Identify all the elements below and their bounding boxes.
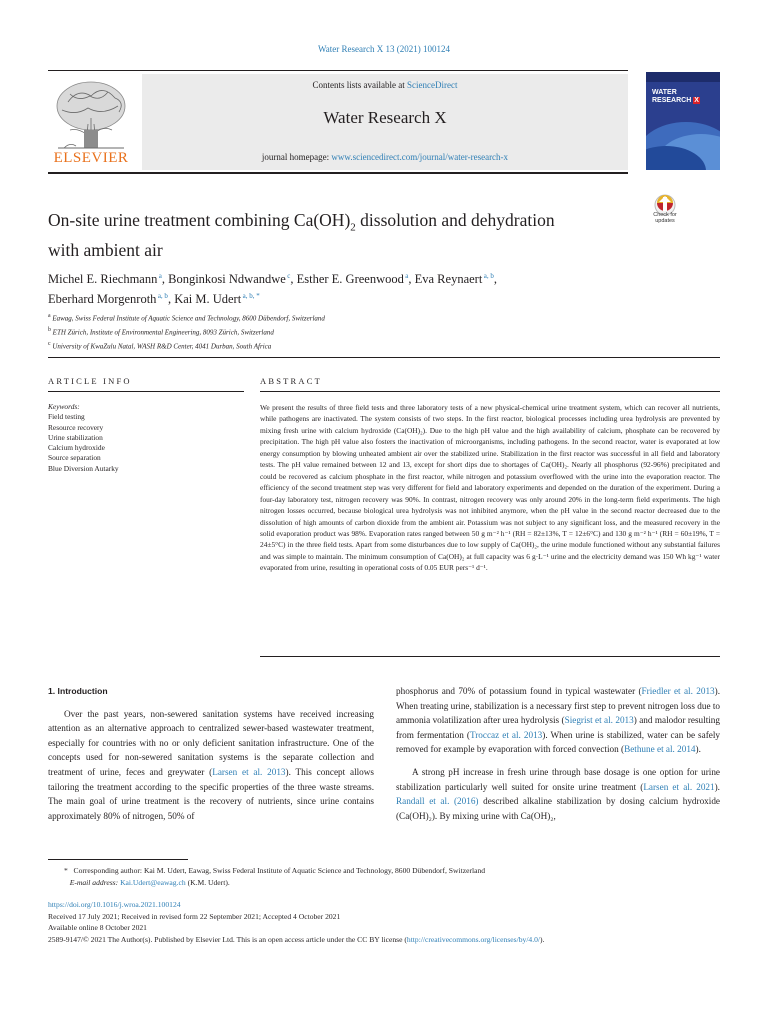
author-list: Michel E. Riechmann $^a$, Bonginkosi Ndwandwe $^c$, Esther E. Greenwood $^a$, Eva Reynaert $^{a, b}$, Eberhard Morgenroth $^{a, b}$, Kai M. Udert $^{a, b, *}$ — [48, 272, 497, 307]
citation-link[interactable]: Siegrist et al. 2013 — [564, 715, 634, 726]
keywords-list — [48, 402, 244, 474]
affiliation-item: $^b$ ETH Zürich, Institute of Environmental Engineering, 8093 Zürich, Switzerland — [48, 326, 274, 337]
sciencedirect-link[interactable]: ScienceDirect — [407, 80, 458, 90]
citation-link[interactable]: Bethune et al. 2014 — [624, 744, 696, 755]
masthead-bottom-rule — [48, 172, 628, 174]
author-name[interactable]: Kai M. Udert — [174, 292, 242, 307]
journal-cover[interactable] — [646, 72, 720, 170]
keyword-item: Source separation — [48, 453, 101, 463]
received-dates: Received 17 July 2021; Received in revised form 22 September 2021; Accepted 4 October 2021 — [48, 911, 341, 921]
doi-link[interactable]: https://doi.org/10.1016/j.wroa.2021.100124 — [48, 900, 181, 909]
keyword-item: Calcium hydroxide — [48, 443, 105, 453]
running-head[interactable]: Water Research X 13 (2021) 100124 — [318, 44, 450, 54]
abstract-bottom-rule — [260, 656, 720, 657]
email-link[interactable]: Kai.Udert@eawag.ch — [120, 878, 186, 887]
email-note: E-mail address: Kai.Udert@eawag.ch (K.M. Udert). — [69, 878, 230, 887]
cover-title — [652, 89, 700, 105]
author-name[interactable]: Esther E. Greenwood — [296, 272, 404, 287]
article-info-rule — [48, 391, 244, 392]
masthead-top-rule — [48, 70, 628, 71]
body-text: ). — [695, 744, 701, 755]
body-paragraph — [396, 765, 720, 823]
homepage-link[interactable]: www.sciencedirect.com/journal/water-research-x — [331, 152, 509, 162]
article-info-heading: ARTICLE INFO — [48, 376, 132, 386]
journal-title: Water Research X — [323, 108, 447, 127]
homepage-prefix: journal homepage: — [261, 152, 332, 162]
abstract-rule — [260, 391, 720, 392]
affiliation-item: $^c$ University of KwaZulu Natal, WASH R&D Center, 4041 Durban, South Africa — [48, 340, 272, 350]
citation-link[interactable]: Larsen et al. 2021 — [643, 781, 715, 792]
author-name[interactable]: Bonginkosi Ndwandwe — [168, 272, 286, 287]
body-text: described alkaline stabilization by dosing calcium hydroxide (Ca(OH)₂). By mixing urine with Ca(OH)₂, — [396, 796, 720, 821]
keyword-item: Blue Diversion Autarky — [48, 463, 119, 473]
affiliations-rule — [48, 357, 720, 358]
cover-title-line1: WATER — [652, 89, 677, 96]
author-name[interactable]: Michel E. Riechmann — [48, 272, 158, 287]
section-heading: 1. Introduction — [48, 686, 108, 696]
footnotes — [48, 865, 728, 889]
citation-link[interactable]: Randall et al. (2016) — [396, 796, 479, 807]
body-text: ). When treating urine, stabilization is a necessary first step to prevent nitrogen loss due to ammonia volatilization after urea hydrolysis ( — [396, 686, 720, 726]
homepage-line — [142, 152, 628, 162]
abstract-heading: ABSTRACT — [260, 376, 322, 386]
cover-top-stripe — [646, 72, 720, 82]
body-text: phosphorus and 70% of potassium found in typical wastewater ( — [396, 686, 642, 696]
body-text: ). When urine is stabilized, water can be safely removed for example by evaporation with forced convection ( — [396, 729, 720, 755]
body-paragraph — [396, 684, 720, 757]
abstract-text: We present the results of three field tests and three laboratory tests of a new physical-chemical urine treatment system, which can recover all nutrients, while pathogens are inactivated. The system consists of two steps. In the first reactor, biological processes including urea hydrolysis are prevented by mixing fresh urine with calcium hydroxide (Ca(OH)₂). Due to the high pH value and the high availability of calcium, phosphate can be recovered by precipitation. The high pH value also fosters the inactivation of microorganisms, including pathogens. In the second reactor, water is evaporated at low energy consumption by blowing unheated ambient air over the stabilized urine. Stabilization in the first reactor was successful in all field and laboratory tests. The pH value remained between 12 and 13, except for short dips due to shortages of Ca(OH)₂. Nearly all phosphorus (92-96%) precipitated and could be recovered as calcium phosphate in the first reactor, while nitrogen and potassium overflowed with the urine into the evaporation reactor. The efficiency of the second treatment step was very different for field and laboratory experiments and depended on the duration of the experiment. During a four-day laboratory test, nitrogen recovery was 90%. In contrast, nitrogen recovery was only around 20% in the long-term field experiments. The high nitrogen losses occurred, because biological urea hydrolysis was not inhibited anymore, when the pH value in the second reactor decreased due to the dissolution of high amounts of carbon dioxide from the ambient air. Potassium was not subject to any significant loss, and the measured recovery in the solid evaporation product was 98%. Evaporation rates ranged between 50 g m⁻² h⁻¹ (RH = 82±13%, T = 12±6°C) and 130 g m⁻² h⁻¹ (RH = 60±19%, T = 24±5°C) in the three field tests. Apart from some disturbances due to low supply of Ca(OH)₂, the urine module functioned without any substantial failures and was simple to maintain. The minimum consumption of Ca(OH)₂ at full capacity was 6 g·L⁻¹ urine and the electricity demand was 150 Wh kg⁻¹ water evaporated from urine, resulting in operational costs of 0.05 EUR pers⁻¹ d⁻¹. — [260, 403, 720, 573]
body-text: Over the past years, non-sewered sanitation systems have received increasing attention as an alternative approach to centralized sewer-based wastewater treatment, especially for countries with no or only deficient sanitation infrastructure. One of the concepts used for non-sewered sanitation systems is the separate collection and treatment of urine, feces and greywater ( — [48, 708, 374, 777]
publication-details — [48, 899, 748, 945]
affiliations — [48, 311, 648, 352]
citation-link[interactable]: Troccaz et al. 2013 — [469, 729, 543, 740]
footnote-rule — [48, 859, 188, 860]
license-link[interactable]: http://creativecommons.org/licenses/by/4.0/ — [406, 934, 541, 944]
article-title: On-site urine treatment combining $Ca(OH)_2$ dissolution and dehydration with ambient air — [48, 210, 555, 260]
cover-title-line2: RESEARCH X — [652, 97, 699, 104]
keywords-label: Keywords: — [48, 402, 80, 411]
body-column-left — [48, 684, 374, 823]
check-for-updates-label: Check for updates — [653, 212, 677, 224]
body-paragraph — [48, 707, 374, 824]
corresponding-author-note: * Corresponding author: Kai M. Udert, Eawag, Swiss Federal Institute of Aquatic Science and Technology, 8600 Dübendorf, Switzerland — [64, 866, 486, 875]
available-online: Available online 8 October 2021 — [48, 923, 147, 932]
citation-link[interactable]: Friedler et al. 2013 — [641, 686, 715, 696]
body-text: ). This concept allows tailoring the treatment according to the specific properties of the three waste streams. The main goal of urine treatment is the recovery of nutrients, since urine contains approximately 80% of nitrogen, 50% of — [48, 766, 374, 821]
body-text: ) and malodor resulting from fermentation ( — [396, 715, 720, 740]
author-name[interactable]: Eva Reynaert — [414, 272, 483, 287]
publisher-wordmark: ELSEVIER — [53, 150, 129, 166]
author-name[interactable]: Eberhard Morgenroth — [48, 292, 157, 307]
keyword-item: Urine stabilization — [48, 432, 103, 442]
affiliation-item: $^a$ Eawag, Swiss Federal Institute of Aquatic Science and Technology, 8600 Dübendorf, Switzerland — [48, 313, 325, 323]
body-text: ). — [714, 781, 720, 792]
body-column-right — [396, 684, 720, 823]
cover-badge: X — [694, 97, 699, 104]
keyword-item: Field testing — [48, 412, 85, 422]
body-text: A strong pH increase in fresh urine through base dosage is one option for urine stabilization particularly well suited for onsite urine treatment ( — [396, 766, 720, 792]
citation-link[interactable]: Larsen et al. 2013 — [212, 766, 286, 777]
contents-prefix: Contents lists available at — [312, 80, 407, 90]
contents-line — [142, 80, 628, 90]
keyword-item: Resource recovery — [48, 422, 104, 432]
license-line: 2589-9147/© 2021 The Author(s). Published by Elsevier Ltd. This is an open access article under the CC BY license (http://creativecommons.org/licenses/by/4.0/). — [48, 934, 545, 944]
